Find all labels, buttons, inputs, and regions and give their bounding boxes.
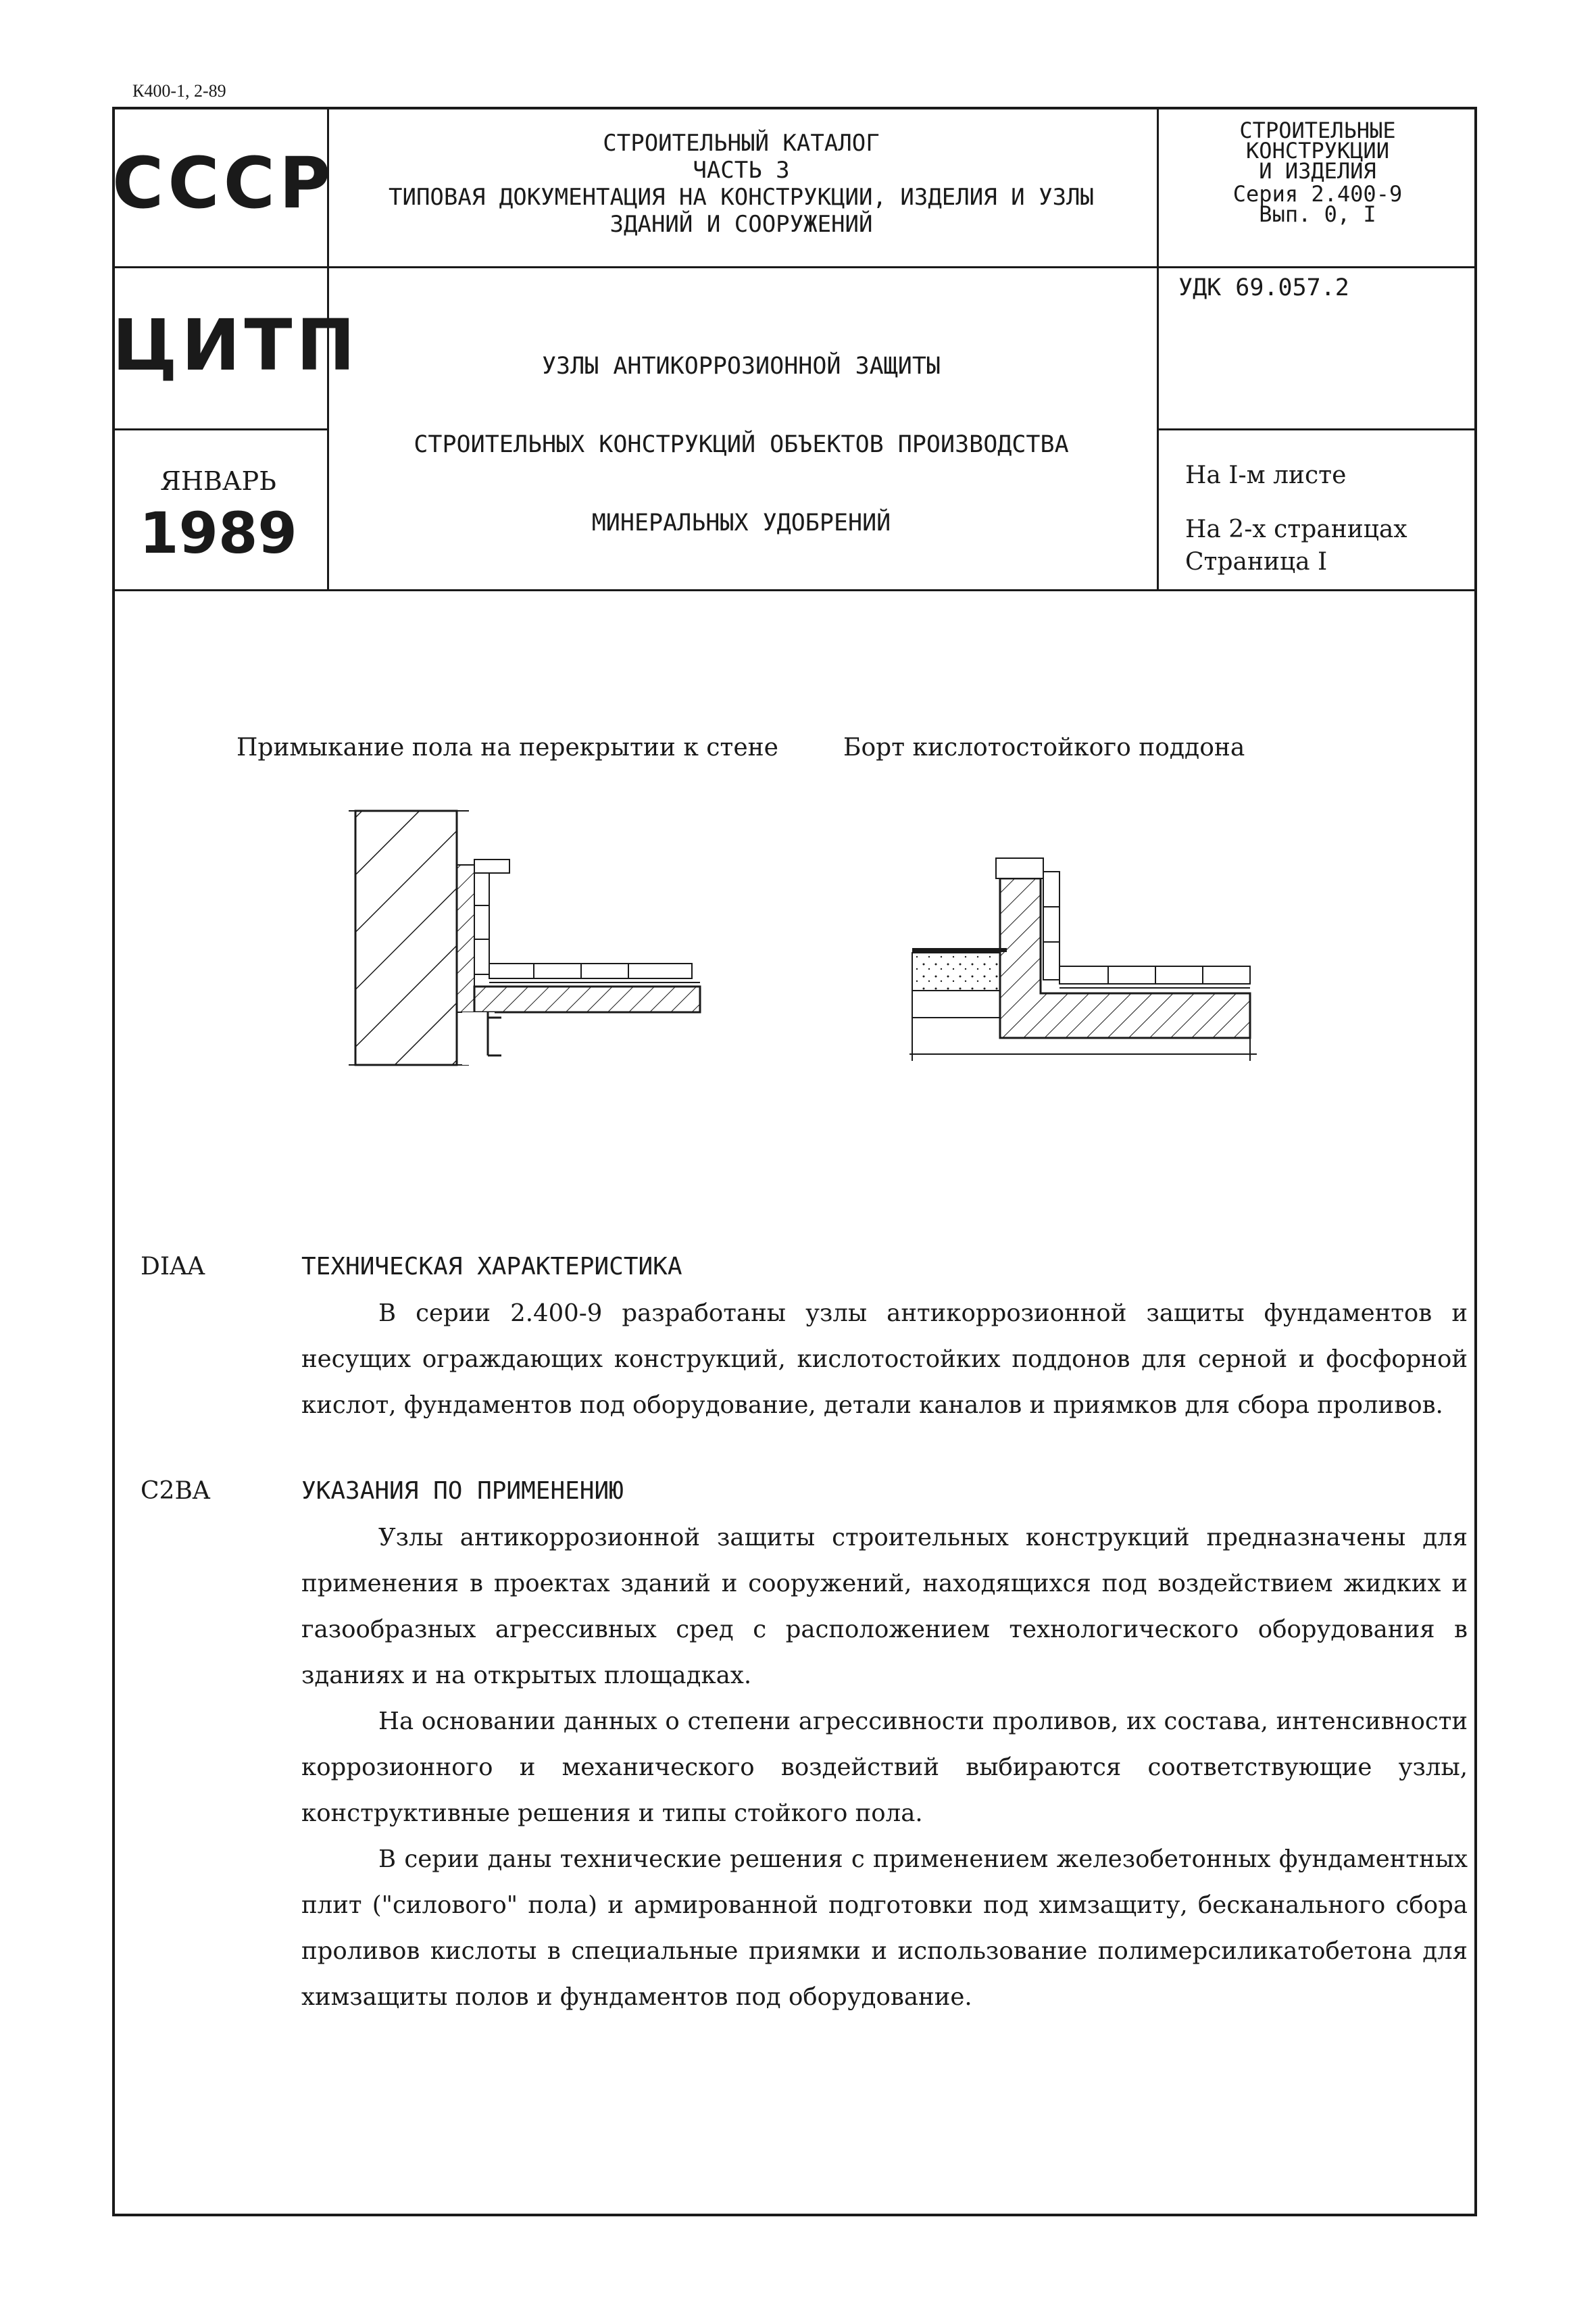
masonry-wall <box>355 811 457 1065</box>
tile-row-top <box>474 860 509 873</box>
sheet-count: На I-м листе <box>1185 462 1347 489</box>
page-number: Страница I <box>1185 548 1328 576</box>
catalog-line-1: СТРОИТЕЛЬНЫЙ КАТАЛОГ <box>603 130 880 157</box>
floor-slab <box>474 987 700 1012</box>
catalog-line-2: ЧАСТЬ 3 <box>693 157 790 184</box>
curb-vertical-tiles <box>1043 872 1059 980</box>
title-line-1: УЗЛЫ АНТИКОРРОЗИОННОЙ ЗАЩИТЫ <box>541 353 941 380</box>
stamp-country: СССР <box>112 142 335 224</box>
slab-beam-gap <box>462 1012 495 1065</box>
udk-row-divider <box>1157 428 1474 430</box>
wall-junction-drawing <box>349 811 700 1065</box>
section-block <box>1158 118 1477 227</box>
section-code-2: C2BA <box>141 1477 210 1505</box>
udk-code: УДК 69.057.2 <box>1178 274 1349 301</box>
paragraph: Узлы антикоррозионной защиты строительных конструкций предназначены для применения в проектах зданий и сооружений, находящихся под воздействием жидких и газообразных агрессивных сред с расположением технологического оборудования в зданиях и на открытых площадках. <box>301 1524 1468 1689</box>
stamp-row-divider <box>115 428 327 430</box>
paragraph: На основании данных о степени агрессивности проливов, их состава, интенсивности коррозионного и механического воздействий выбираются соответствующие узлы, конструктивные решения и типы стойкого пола. <box>301 1708 1468 1827</box>
header-bottom-line <box>115 589 1474 591</box>
base-layer <box>912 991 1000 1018</box>
page-count: На 2-х страницах <box>1185 516 1407 543</box>
sheet-info <box>1185 459 1407 578</box>
catalog-line-3: ТИПОВАЯ ДОКУМЕНТАЦИЯ НА КОНСТРУКЦИИ, ИЗДЕЛИЯ И УЗЛЫ <box>389 184 1094 211</box>
paragraph: В серии даны технические решения с применением железобетонных фундаментных плит ("силового" пола) и армированной подготовки под химзащиту, бесканального сбора проливов кислоты в специальные приямки и использование полимерсиликатобетона для химзащиты полов и фундаментов под оборудование. <box>301 1845 1468 2011</box>
section-line-2: КОНСТРУКЦИИ <box>1246 138 1389 164</box>
series-number: Серия 2.400-9 <box>1232 181 1403 207</box>
section-body-2 <box>301 1515 1468 2020</box>
document-code: К400-1, 2-89 <box>132 81 226 101</box>
section-body-1 <box>301 1291 1468 1428</box>
header-row-divider <box>115 266 1474 268</box>
section-title-2: УКАЗАНИЯ ПО ПРИМЕНЕНИЮ <box>301 1477 624 1505</box>
tray-edge-drawing <box>909 858 1257 1061</box>
title-line-2: СТРОИТЕЛЬНЫХ КОНСТРУКЦИЙ ОБЪЕКТОВ ПРОИЗВОДСТВА <box>414 431 1069 458</box>
paragraph: В серии 2.400-9 разработаны узлы антикоррозионной защиты фундаментов и несущих ограждающих конструкций, кислотостойких поддонов для серной и фосфорной кислот, фундаментов под оборудование, детали каналов и приямков для сбора проливов. <box>301 1299 1468 1419</box>
concrete-prep <box>912 953 1000 991</box>
figure-caption-tray-edge: Борт кислотостойкого поддона <box>843 734 1245 762</box>
section-code-1: DIAA <box>141 1253 205 1280</box>
construction-drawings <box>324 791 1270 1088</box>
vertical-tile-column <box>474 873 489 974</box>
section-line-1: СТРОИТЕЛЬНЫЕ <box>1239 118 1396 143</box>
stamp-year: 1989 <box>139 500 297 566</box>
curb-cap-tile <box>996 858 1043 878</box>
section-title-1: ТЕХНИЧЕСКАЯ ХАРАКТЕРИСТИКА <box>301 1253 682 1280</box>
figure-caption-wall-junction: Примыкание пола на перекрытии к стене <box>236 734 778 762</box>
catalog-heading <box>328 130 1154 238</box>
plaster-layer <box>457 865 474 1012</box>
stamp-organization: ЦИТП <box>112 304 359 387</box>
tray-curb-concrete <box>1000 878 1250 1038</box>
floor-tile-row <box>489 964 692 978</box>
stamp-month: ЯНВАРЬ <box>160 466 276 496</box>
catalog-line-4: ЗДАНИЙ И СООРУЖЕНИЙ <box>609 211 873 238</box>
issue-number: Вып. 0, I <box>1259 201 1376 227</box>
section-line-3: И ИЗДЕЛИЯ <box>1259 158 1376 184</box>
document-title <box>328 327 1154 562</box>
title-line-3: МИНЕРАЛЬНЫХ УДОБРЕНИЙ <box>591 509 891 537</box>
